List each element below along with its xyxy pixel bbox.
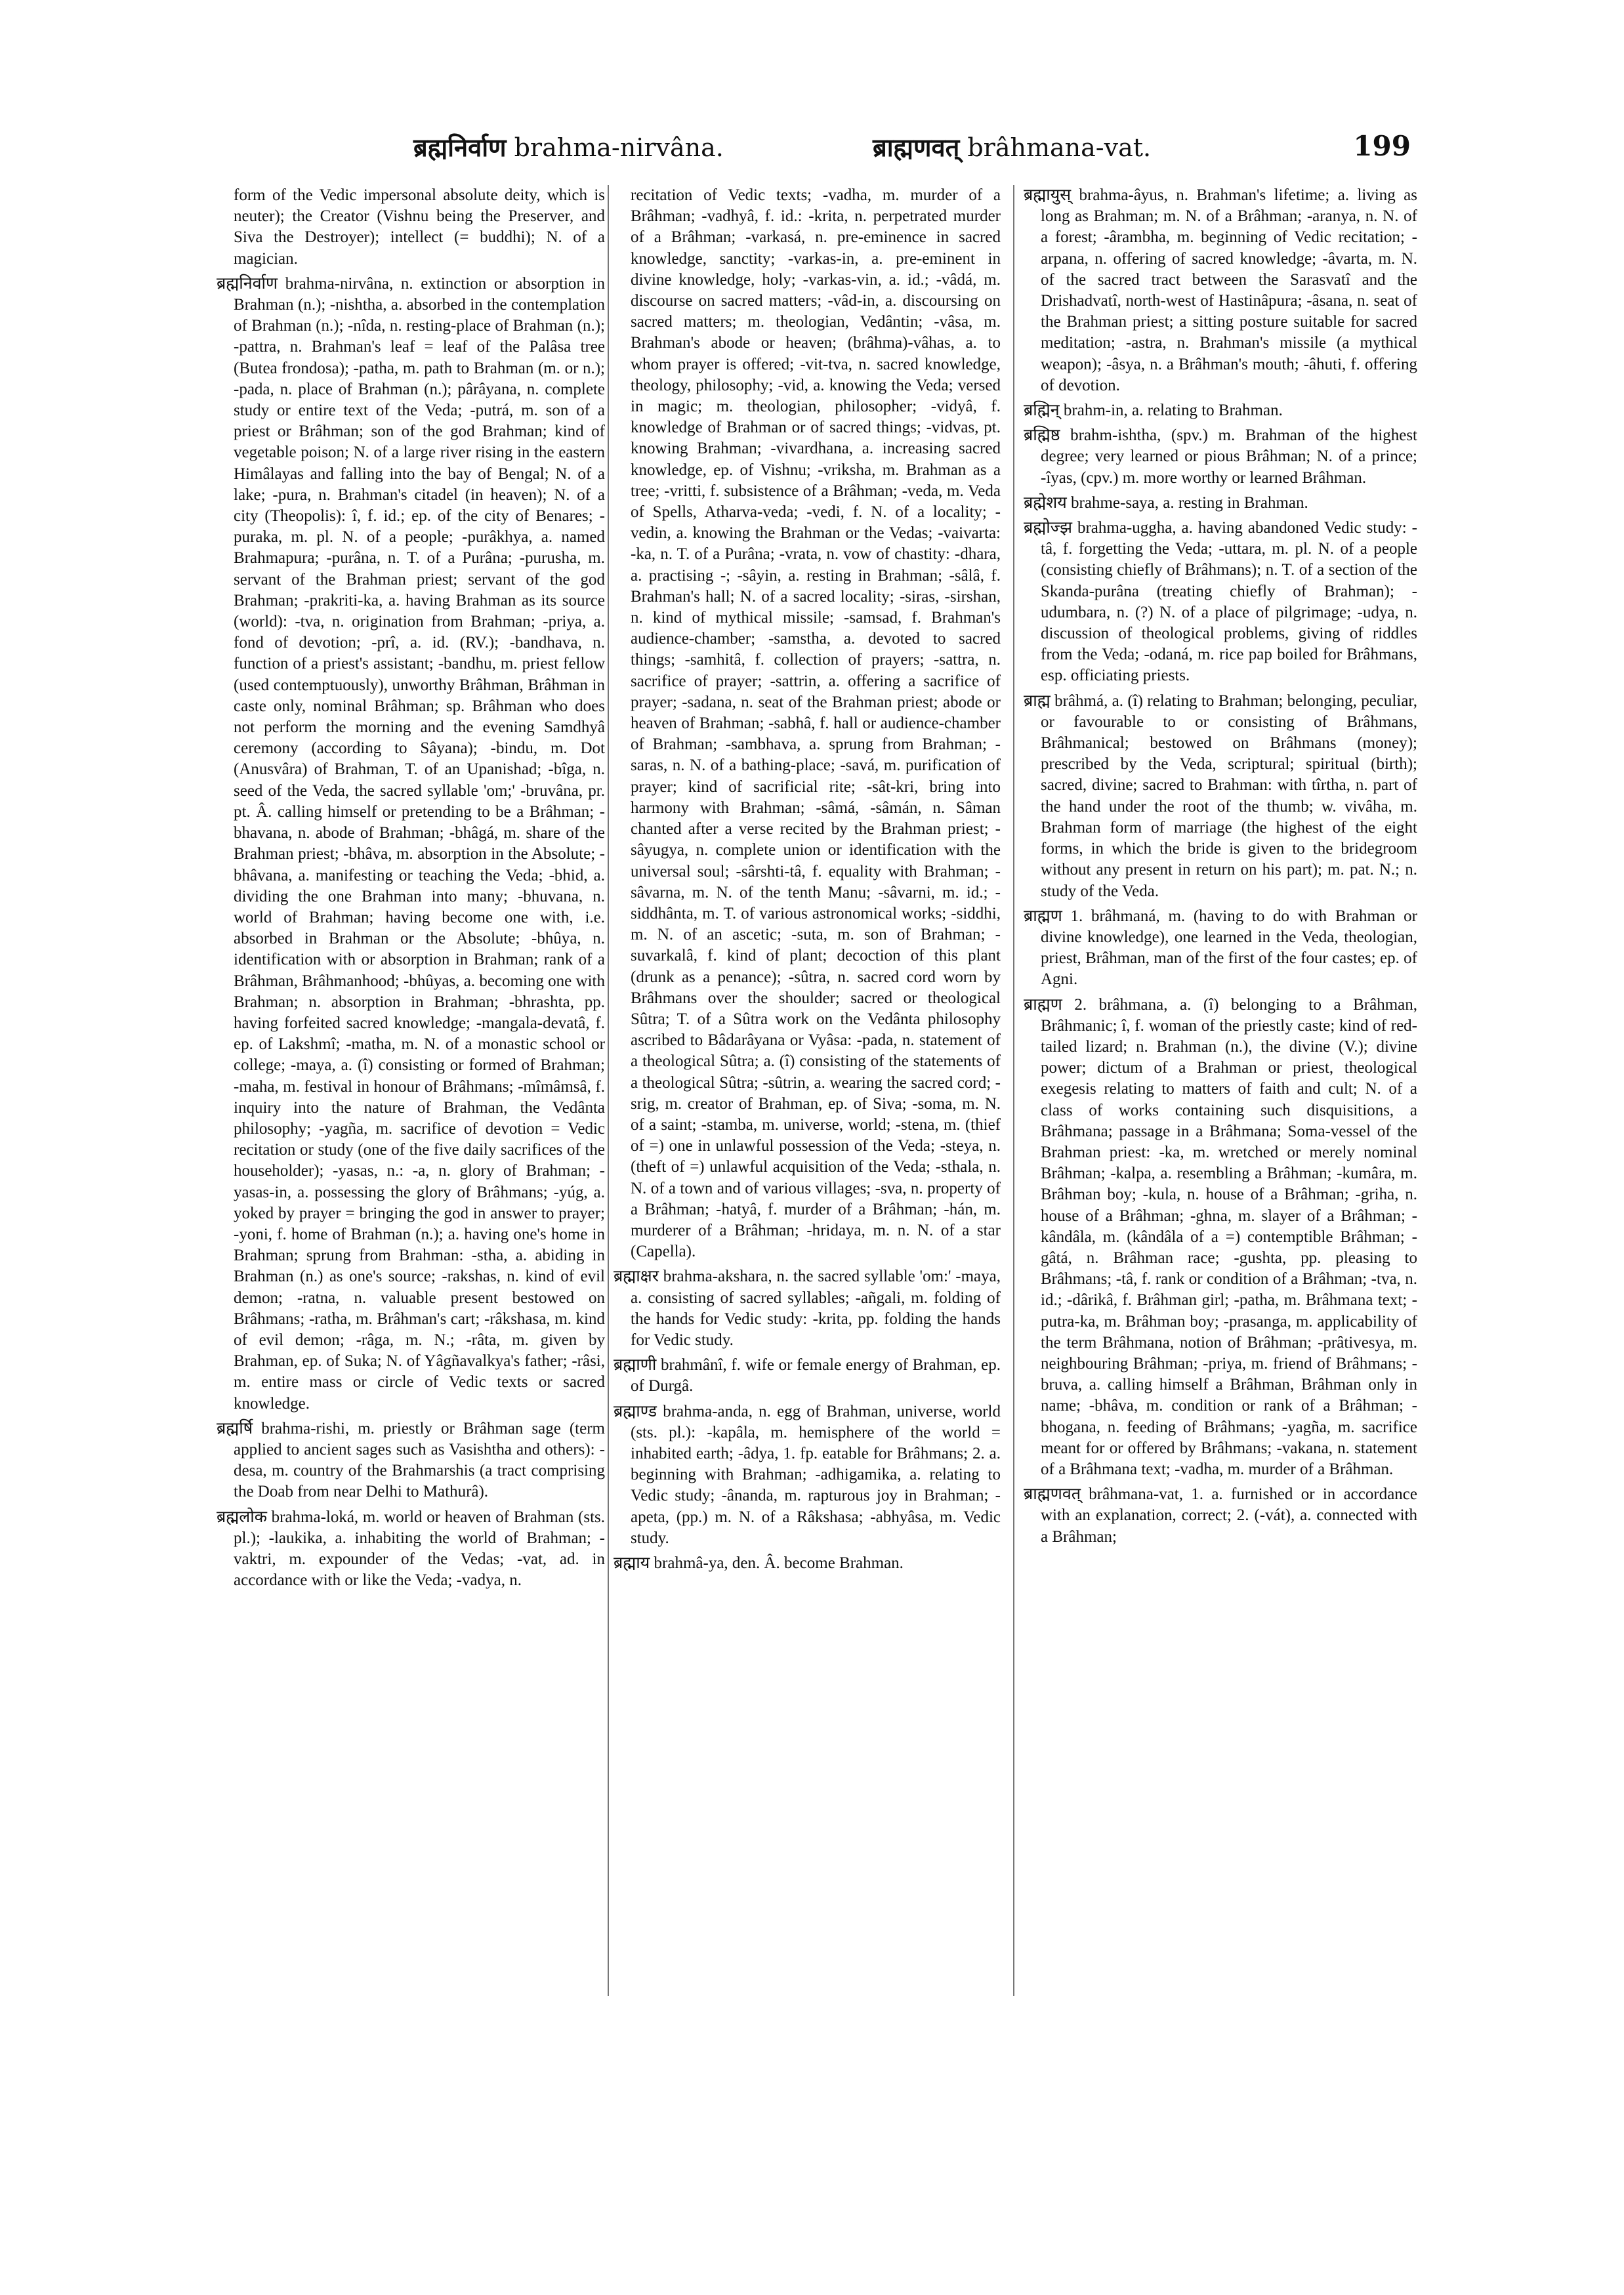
running-header [217, 130, 1411, 176]
dictionary-entry: ब्रह्मायुस् brahma-âyus, n. Brahman's lifetime; a. living as long as Brahman; m. N. of a Brâhman; -aranya, n. N. of a forest; -ârambha, m. beginning of Vedic recitation; -arpana, n. offering of sacred knowledge; -âvarta, m. N. of the sacred tract between the Sarasvatî and the Drishadvatî, north-west of Hastinâpura; -âsana, n. seat of the Brahman priest; a sitting posture suitable for sacred meditation; -astra, n. Brahman's missile (a mythical weapon); -âsya, n. a Brâhman's mouth; -âhuti, f. offering of devotion. [1024, 186, 1417, 394]
column-divider [608, 185, 609, 1996]
dictionary-entry: recitation of Vedic texts; -vadha, m. murder of a Brâhman; -vadhyâ, f. id.: -krita, n. perpetrated murder of a Brâhman; -varkasá, n. pre-eminence in sacred knowledge, sanctity; -varkas-in, a. pre-eminent in divine knowledge, holy; -varkas-vin, a. id.; -vâdá, m. discourse on sacred matters; -vâd-in, a. discoursing on sacred matters; m. theologian, Vedântin; -vâsa, m. Brahman's abode or heaven; (brâhma)-vâhas, a. to whom prayer is offered; -vit-tva, n. sacred knowledge, theology, philosophy; -vid, a. knowing the Veda; versed in magic; m. theologian, philosopher; -vidyâ, f. knowledge of Brahman or of sacred things; -vidvas, pt. knowing Brahman; -vivardhana, a. increasing sacred knowledge, ep. of Vishnu; -vriksha, m. Brahman as a tree; -vritti, f. subsistence of a Brâhman; -veda, m. Veda of Spells, Atharva-veda; -vedi, f. N. of a locality; -vedin, a. knowing the Brahman or the Vedas; -vaivarta: -ka, n. T. of a Purâna; -vrata, n. vow of chastity: -dhara, a. practising -; -sâyin, a. resting in Brahman; -sâlâ, f. Brahman's hall; N. of a sacred locality; -siras, -sirshan, n. kind of mythical missile; -samsad, f. Brahman's audience-chamber; -samstha, a. devoted to sacred things; -samhitâ, f. collection of prayers; -sattra, n. sacrifice of prayer; -sattrin, a. offering a sacrifice of prayer; -sadana, n. seat of the Brahman priest; abode or heaven of Brahman; -sabhâ, f. hall or audience-chamber of Brahman; -sambhava, a. sprung from Brahman; -saras, n. N. of a bathing-place; -savá, m. purification of prayer; kind of sacrificial rite; -sât-kri, bring into harmony with Brahman; -sâmá, -sâmán, n. Sâman chanted after a verse recited by the Brahman priest; -sâyugya, n. complete union or identification with the universal soul; -sârshti-tâ, f. equality with Brahman; -sâvarna, m. N. of the tenth Manu; -sâvarni, m. id.; -siddhânta, m. T. of various astronomical works; -siddhi, m. N. of an ascetic; -suta, m. son of Brahman; -suvarkalâ, f. kind of plant; decoction of this plant (drunk as a penance); -sûtra, n. sacred cord worn by Brâhmans over the shoulder; sacred or theological Sûtra; T. of a Sûtra work on the Vedânta philosophy ascribed to Bâdarâyana or Vyâsa: -pada, n. statement of a theological Sûtra; a. (î) consisting of the statements of a theological Sûtra; -sûtrin, a. wearing the sacred cord; -srig, m. creator of Brahman, ep. of Siva; -soma, m. N. of a saint; -stamba, m. universe, world; -stena, m. (thief of =) one in unlawful possession of the Veda; -steya, n. (theft of =) unlawful acquisition of the Veda; -sthala, n. N. of a town and of various villages; -sva, n. property of a Brâhman; -hatyâ, f. murder of a Brâhman; -hán, m. murderer of a Brâhman; -hridaya, m. n. N. of a star (Capella). [631, 186, 1001, 1261]
column-2 [614, 185, 1001, 2245]
dictionary-entry: ब्रह्माणी brahmânî, f. wife or female energy of Brahman, ep. of Durgâ. [614, 1356, 1001, 1396]
header-left-headword [413, 130, 724, 164]
header-center-translit: brâhmana-vat. [967, 133, 1152, 162]
dictionary-entry: ब्रह्मनिर्वाण brahma-nirvâna, n. extinction or absorption in Brahman (n.); -nishtha, a. absorbed in the contemplation of Brahman (n.); -nîda, n. resting-place of Brahman (n.); -pattra, n. Brahman's leaf = leaf of the Palâsa tree (Butea frondosa); -patha, m. path to Brahman (m. or n.); -pada, n. place of Brahman (n.); pârâyana, n. complete study or entire text of the Veda; -putrá, m. son of a priest or Brâhman; son of the god Brahman; kind of vegetable poison; N. of a large river rising in the eastern Himâlayas and falling into the bay of Bengal; N. of a lake; -pura, n. Brahman's citadel (in heaven); N. of a city (Theopolis): î, f. id.; ep. of the city of Benares; -puraka, m. pl. N. of a people; -purâkhya, a. named Brahmapura; -purâna, n. T. of a Purâna; -purusha, m. servant of the Brahman priest; servant of the god Brahman; -prakriti-ka, a. having Brahman as its source (world): -tva, n. origination from Brahman; -priya, a. fond of devotion; -prî, a. id. (RV.); -bandhava, n. function of a priest's assistant; -bandhu, m. priest fellow (used contemptuously), unworthy Brâhman, Brâhman in caste only, nominal Brâhman; sp. Brâhman who does not perform the morning and the evening Samdhyâ ceremony (according to Sâyana); -bindu, m. Dot (Anusvâra) of Brahman, T. of an Upanishad; -bîga, n. seed of the Veda, the sacred syllable 'om;' -bruvâna, pr. pt. Â. calling himself or pretending to be a Brâhman; -bhavana, n. abode of Brahman; -bhâgá, m. share of the Brahman priest; -bhâva, m. absorption in the Absolute; -bhâvana, a. manifesting or teaching the Veda; -bhid, a. dividing the one Brahman into many; -bhuvana, n. world of Brahman; having become one with, i.e. absorbed in Brahman or the Absolute; -bhûya, n. identification with or absorption in Brahman; rank of a Brâhman, Brâhmanhood; -bhûyas, a. becoming one with Brahman; n. absorption in Brahman; -bhrashta, pp. having forfeited sacred knowledge; -mangala-devatâ, f. ep. of Lakshmî; -matha, m. N. of a monastic school or college; -maya, a. (î) consisting or formed of Brahman; -maha, m. festival in honour of Brâhmans; -mîmâmsâ, f. inquiry into the nature of Brahman, the Vedânta philosophy; -yagña, m. sacrifice of devotion = Vedic recitation or study (one of the five daily sacrifices of the householder); -yasas, n.: -a, n. glory of Brahman; -yasas-in, a. possessing the glory of Brâhmans; -yúg, a. yoked by prayer = bringing the god in answer to prayer; -yoni, f. home of Brahman (n.); a. having one's home in Brahman; sprung from Brahman: -stha, a. abiding in Brahman (n.) as one's source; -rakshas, n. kind of evil demon; -ratna, n. valuable present bestowed on Brâhmans; -ratha, m. Brâhman's cart; -râkshasa, m. kind of evil demon; -râga, m. N.; -râta, m. given by Brahman, ep. of Suka; N. of Yâgñavalkya's father; -râsi, m. entire mass or circle of Vedic texts or sacred knowledge. [217, 274, 605, 1413]
dictionary-entry: ब्राह्मण 1. brâhmaná, m. (having to do with Brahman or divine knowledge), one learned in the Veda, theologian, priest, Brâhman, man of the first of the four castes; ep. of Agni. [1024, 907, 1417, 989]
dictionary-entry: ब्राह्मणवत् brâhmana-vat, 1. a. furnished or in accordance with an explanation, correct; 2. (-vát), a. connected with a Brâhman; [1024, 1485, 1417, 1546]
column-1 [217, 185, 605, 2245]
column-divider [1013, 185, 1014, 1996]
column-3 [1024, 185, 1417, 2245]
dictionary-entry: ब्रह्मर्षि brahma-rishi, m. priestly or Brâhman sage (term applied to ancient sages such as Vasishtha and others): -desa, m. country of the Brahmarshis (a tract comprising the Doab from near Delhi to Mathurâ). [217, 1419, 605, 1501]
dictionary-entry: ब्राह्म brâhmá, a. (î) relating to Brahman; belonging, peculiar, or favourable to or consisting of Brâhmans, Brâhmanical; bestowed on Brâhmans (money); prescribed by the Veda, scriptural; spiritual (birth); sacred, divine; sacred to Brahman: with tîrtha, n. part of the hand under the root of the thumb; w. vivâha, m. Brahman form of marriage (the highest of the eight forms, in which the bride is given to the bridegroom without any present in return on his part); m. pat. N.; n. study of the Veda. [1024, 692, 1417, 900]
dictionary-entry: form of the Vedic impersonal absolute deity, which is neuter); the Creator (Vishnu being the Preserver, and Siva the Destroyer); intellect (= buddhi); N. of a magician. [234, 186, 605, 268]
header-left-devanagari: ब्रह्मनिर्वाण [413, 133, 507, 162]
dictionary-entry: ब्रह्माक्षर brahma-akshara, n. the sacred syllable 'om:' -maya, a. consisting of sacred syllables; -añgali, m. folding of the hands for Vedic study: -krita, pp. folding the hands for Vedic study. [614, 1268, 1001, 1349]
header-center-headword [873, 130, 1151, 164]
dictionary-entry: ब्रह्मोज्झ brahma-uggha, a. having abandoned Vedic study: -tâ, f. forgetting the Veda; -uttara, m. pl. N. of a people (consisting chiefly of Brâhmans); n. T. of a section of the Skanda-purâna (treating chiefly of Brahman); -udumbara, n. (?) N. of a place of pilgrimage; -udya, n. discussion of theological problems, giving of riddles from the Veda; -odaná, m. rice pap boiled for Brâhmans, esp. officiating priests. [1024, 519, 1417, 685]
page-number: 199 [1353, 130, 1411, 162]
dictionary-entry: ब्रह्मिन् brahm-in, a. relating to Brahman. [1024, 402, 1283, 420]
dictionary-entry: ब्रह्मलोक brahma-loká, m. world or heaven of Brahman (sts. pl.); -laukika, a. inhabiting the world of Brahman; -vaktri, m. expounder of the Vedas; -vat, ad. in accordance with or like the Veda; -vadya, n. [217, 1508, 605, 1590]
header-center-devanagari: ब्राह्मणवत् [873, 133, 960, 162]
dictionary-entry: ब्रह्माय brahmâ-ya, den. Â. become Brahman. [614, 1554, 904, 1572]
dictionary-entry: ब्रह्माण्ड brahma-anda, n. egg of Brahman, universe, world (sts. pl.): -kapâla, m. hemisphere of the world = inhabited earth; -âdya, 1. fp. eatable for Brâhmans; 2. a. beginning with Brahman; -adhigamika, a. relating to Vedic study; -ânanda, m. rapturous joy in Brahman; -apeta, (pp.) m. N. of a Râkshasa; -abhyâsa, m. Vedic study. [614, 1402, 1001, 1547]
dictionary-entry: ब्राह्मण 2. brâhmana, a. (î) belonging to a Brâhman, Brâhmanic; î, f. woman of the priestly caste; kind of red-tailed lizard; n. Brahman (n.), the divine (V.); divine power; dictum of a Brahman or priest, theological exegesis relating to matters of faith and cult; N. of a class of works containing such disquisitions, a Brâhmana; passage in a Brâhmana; Soma-vessel of the Brahman priest: -ka, m. wretched or merely nominal Brâhman; -kalpa, a. resembling a Brâhman; -kumâra, m. Brâhman boy; -kula, n. house of a Brâhman; -griha, n. house of a Brâhman; -ghna, m. slayer of a Brâhman; -kândâla, m. (kândâla of a =) contemptible Brâhman; -gâtá, n. Brâhman race; -gushta, pp. pleasing to Brâhmans; -tâ, f. rank or condition of a Brâhman; -tva, n. id.; -dârikâ, f. Brâhman girl; -patha, m. Brâhmana text; -putra-ka, m. Brâhman boy; -prasanga, m. applicability of the term Brâhmana, notion of Brâhman; -prâtivesya, m. neighbouring Brâhman; -priya, m. friend of Brâhmans; -bruva, a. calling himself a Brâhman, Brâhman only in name; -bhâva, m. condition or rank of a Brâhman; -bhogana, n. feeding of Brâhmans; -yagña, m. sacrifice meant for or offered by Brâhmans; -vakana, n. statement of a Brâhmana text; -vadha, m. murder of a Brâhman. [1024, 995, 1417, 1478]
header-left-translit: brahma-nirvâna. [514, 133, 724, 162]
dictionary-entry: ब्रह्मेशय brahme-saya, a. resting in Brahman. [1024, 493, 1308, 512]
dictionary-entry: ब्रह्मिष्ठ brahm-ishtha, (spv.) m. Brahman of the highest degree; very learned or pious Brâhman; N. of a prince; -îyas, (cpv.) m. more worthy or learned Brâhman. [1024, 426, 1417, 487]
